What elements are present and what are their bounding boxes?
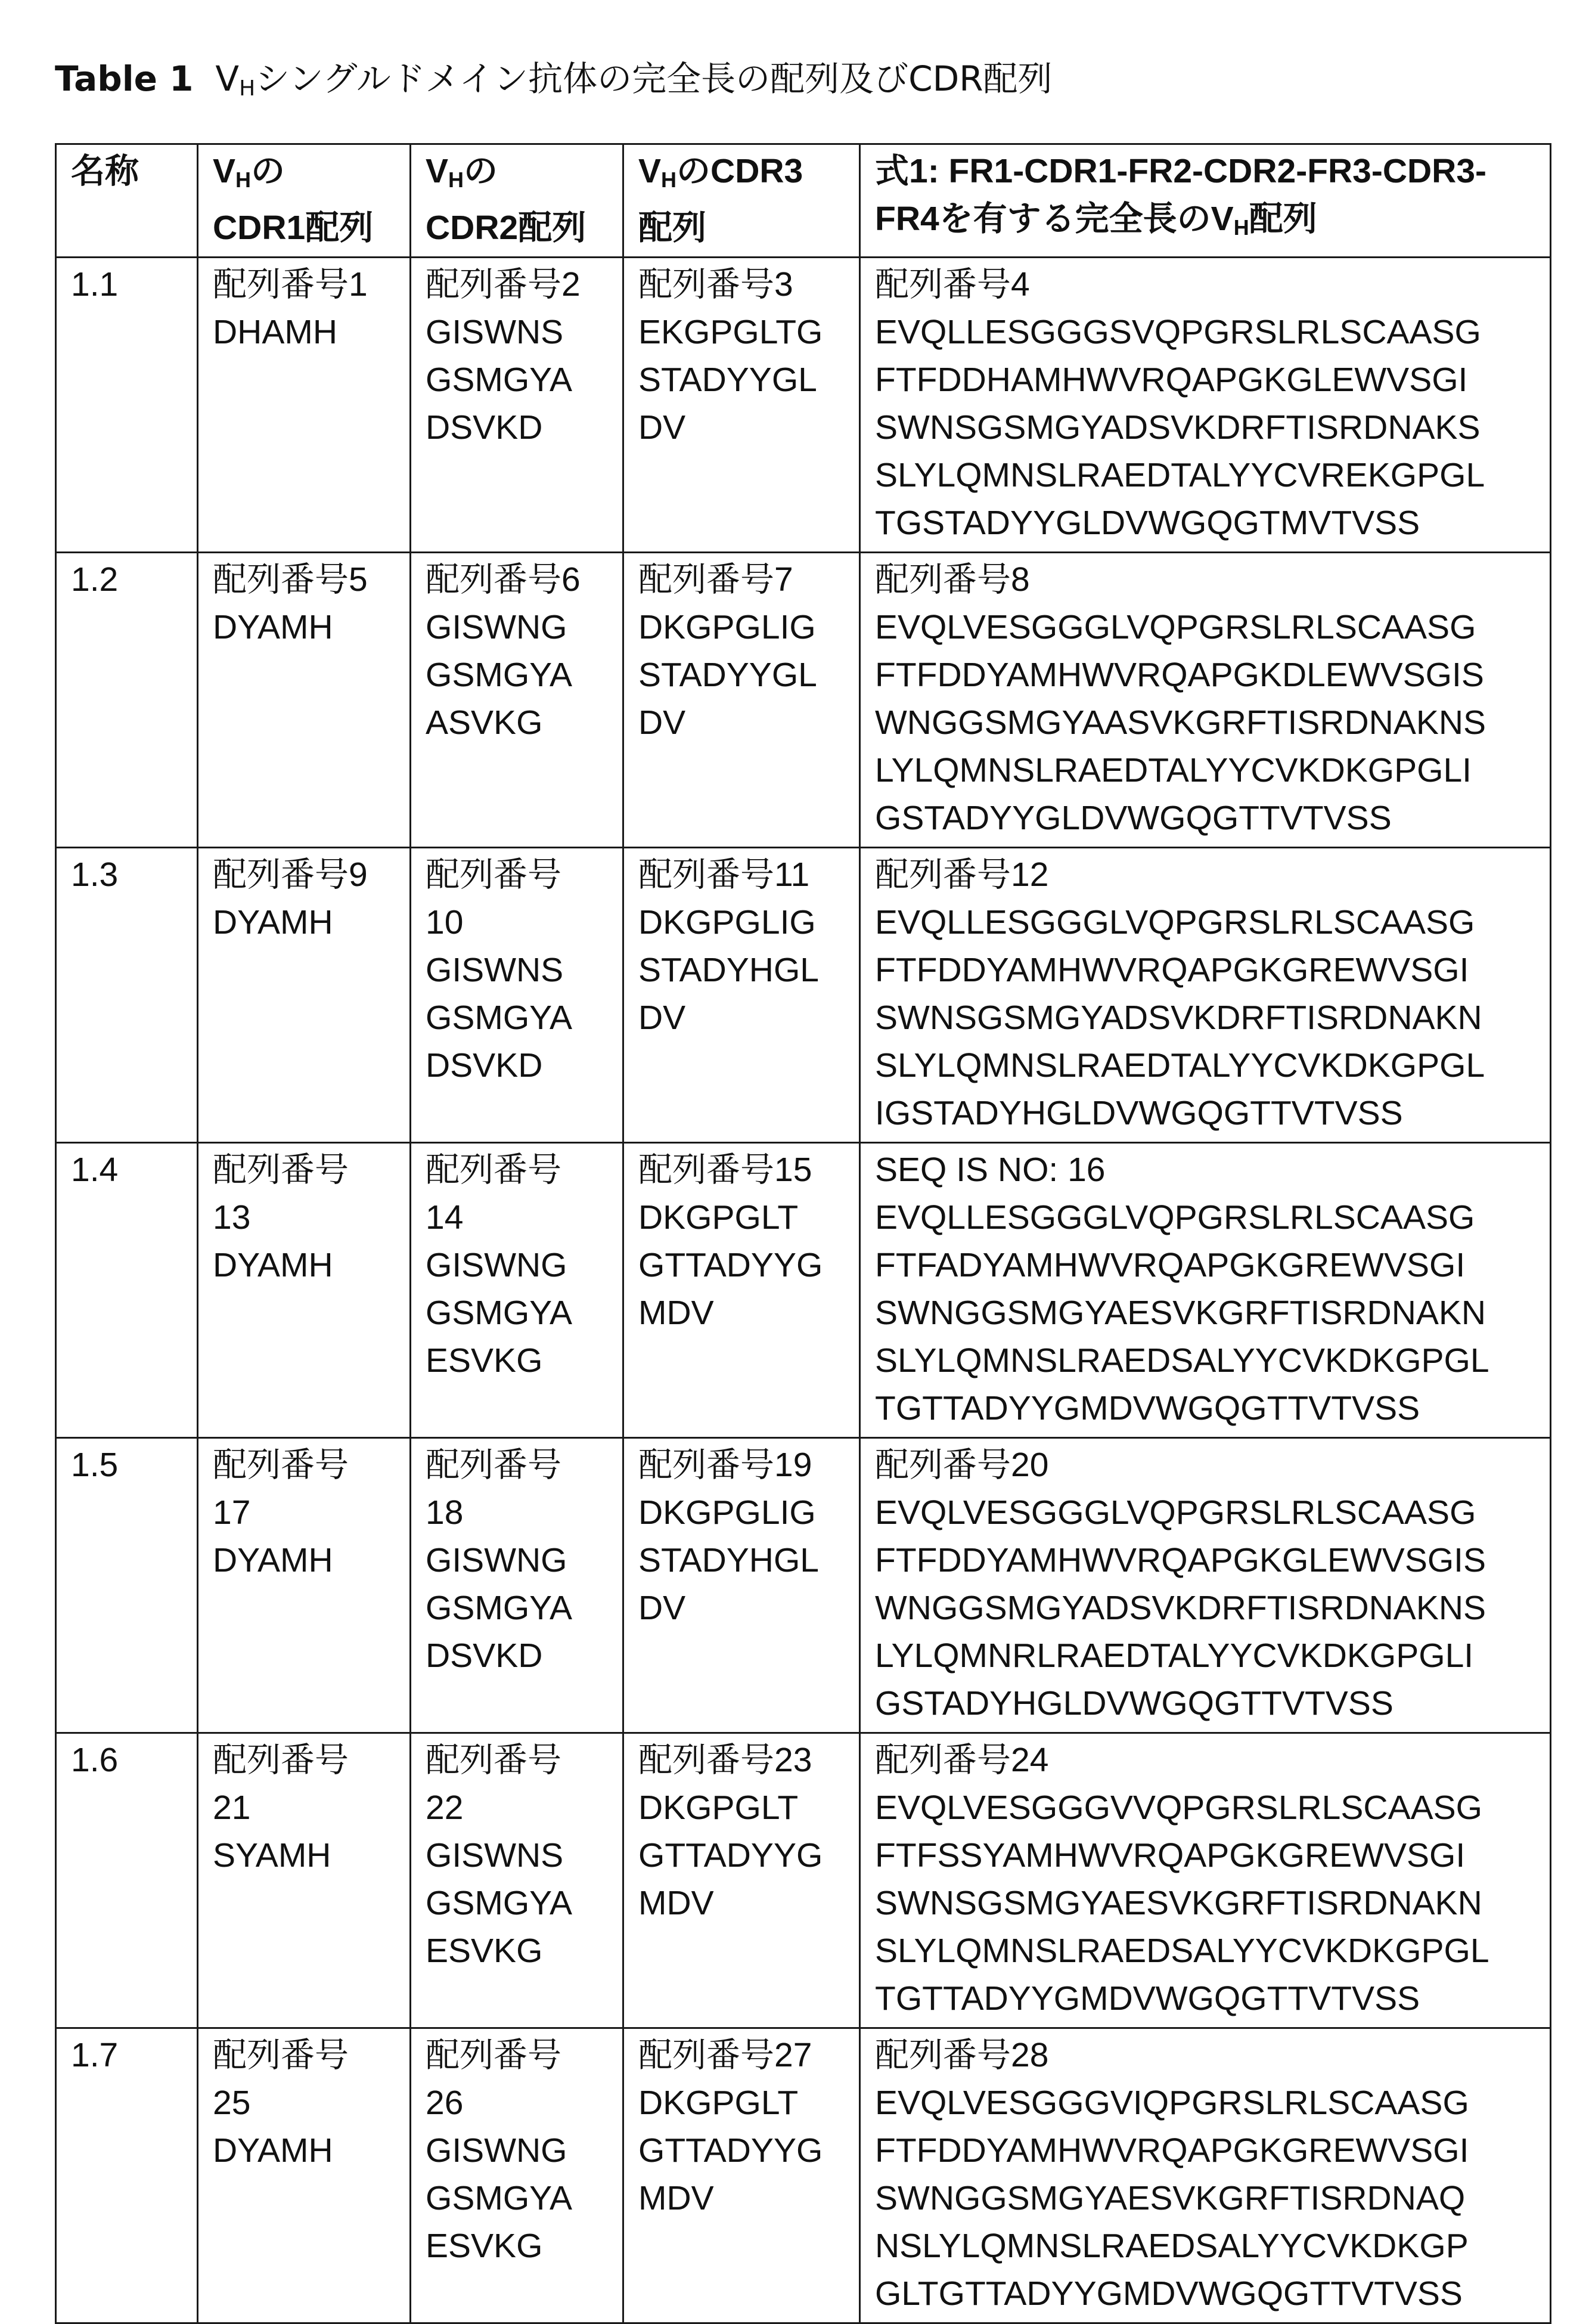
cell-cdr1-line: DYAMH — [213, 1241, 409, 1289]
cell-cdr2 — [411, 1733, 623, 2028]
sequence-table — [55, 143, 1551, 2324]
row-name-text: 1.6 — [71, 1736, 197, 1784]
cell-cdr1 — [198, 848, 411, 1143]
cell-cdr2-line: 22 — [426, 1784, 622, 1832]
table-row — [56, 848, 1551, 1143]
cell-cdr1-line: 配列番号5 — [213, 556, 409, 603]
cell-cdr2-line: 10 — [426, 898, 622, 946]
cell-cdr2-line: DSVKD — [426, 404, 622, 451]
cell-cdr2-line: GSMGYA — [426, 356, 622, 404]
cell-cdr1-line: DYAMH — [213, 603, 409, 651]
cell-cdr1-line: 21 — [213, 1784, 409, 1832]
cell-cdr1-line: 配列番号9 — [213, 851, 409, 898]
cell-cdr3 — [623, 1438, 860, 1733]
cell-name — [56, 848, 198, 1143]
cell-cdr2-line: GSMGYA — [426, 1289, 622, 1337]
cell-name — [56, 1438, 198, 1733]
row-name-text: 1.3 — [71, 851, 197, 898]
header-name: 名称 — [56, 144, 198, 258]
cell-full-sequence-line: SEQ IS NO: 16 — [875, 1146, 1550, 1194]
cell-cdr2 — [411, 1438, 623, 1733]
cell-cdr1 — [198, 1143, 411, 1438]
cell-cdr2-line: GSMGYA — [426, 1584, 622, 1632]
cell-full-sequence-line: FTFDDYAMHWVRQAPGKGLEWVSGIS — [875, 1536, 1550, 1584]
table-label: Table 1 — [55, 58, 194, 99]
cell-full-sequence — [860, 1733, 1551, 2028]
cell-full-sequence-line: 配列番号12 — [875, 851, 1550, 898]
cell-cdr1-line: 配列番号 — [213, 1441, 409, 1489]
cell-cdr3-line: DKGPGLT — [638, 1194, 859, 1241]
cell-cdr1 — [198, 1733, 411, 2028]
cell-cdr3-line: STADYHGL — [638, 946, 859, 994]
cell-cdr3-line: MDV — [638, 1289, 859, 1337]
cell-cdr1-line: DYAMH — [213, 2127, 409, 2174]
cell-cdr2-line: 配列番号 — [426, 1146, 622, 1194]
cell-full-sequence-line: GLTGTTADYYGMDVWGQGTTVTVSS — [875, 2270, 1550, 2317]
cell-full-sequence-line: 配列番号4 — [875, 261, 1550, 308]
cell-cdr1 — [198, 2028, 411, 2323]
cell-full-sequence-line: FTFDDHAMHWVRQAPGKGLEWVSGI — [875, 356, 1550, 404]
cell-cdr3-line: DKGPGLT — [638, 1784, 859, 1832]
cell-cdr3-line: 配列番号3 — [638, 261, 859, 308]
cell-cdr2-line: 配列番号2 — [426, 261, 622, 308]
cell-full-sequence-line: IGSTADYHGLDVWGQGTTVTVSS — [875, 1089, 1550, 1137]
header-cdr1: VHの CDR1配列 — [198, 144, 411, 258]
row-name-text: 1.2 — [71, 556, 197, 603]
cell-cdr1 — [198, 258, 411, 553]
row-name-text: 1.4 — [71, 1146, 197, 1194]
row-name-text: 1.5 — [71, 1441, 197, 1489]
cell-cdr3 — [623, 553, 860, 848]
cell-cdr3-line: STADYHGL — [638, 1536, 859, 1584]
table-row — [56, 1438, 1551, 1733]
cell-cdr3-line: DKGPGLIG — [638, 1489, 859, 1536]
cell-full-sequence-line: EVQLVESGGGLVQPGRSLRLSCAASG — [875, 1489, 1550, 1536]
cell-cdr2 — [411, 258, 623, 553]
cell-cdr3-line: DV — [638, 404, 859, 451]
cell-cdr3-line: DV — [638, 994, 859, 1042]
cell-full-sequence-line: WNGGSMGYADSVKDRFTISRDNAKNS — [875, 1584, 1550, 1632]
cell-cdr2-line: DSVKD — [426, 1632, 622, 1680]
cell-cdr2-line: DSVKD — [426, 1042, 622, 1089]
cell-full-sequence-line: 配列番号20 — [875, 1441, 1550, 1489]
cell-full-sequence-line: EVQLVESGGGLVQPGRSLRLSCAASG — [875, 603, 1550, 651]
cell-full-sequence-line: SLYLQMNSLRAEDSALYYCVKDKGPGL — [875, 1337, 1550, 1384]
cell-full-sequence-line: FTFDDYAMHWVRQAPGKDLEWVSGIS — [875, 651, 1550, 699]
cell-cdr1-line: DYAMH — [213, 1536, 409, 1584]
table-row — [56, 1143, 1551, 1438]
cell-full-sequence-line: TGTTADYYGMDVWGQGTTVTVSS — [875, 1384, 1550, 1432]
cell-full-sequence — [860, 1438, 1551, 1733]
cell-cdr3-line: GTTADYYG — [638, 1241, 859, 1289]
cell-full-sequence-line: LYLQMNSLRAEDTALYYCVKDKGPGLI — [875, 746, 1550, 794]
row-name-text: 1.7 — [71, 2031, 197, 2079]
cell-full-sequence-line: EVQLVESGGGVVQPGRSLRLSCAASG — [875, 1784, 1550, 1832]
cell-cdr2-line: 配列番号 — [426, 851, 622, 898]
cell-cdr2-line: GISWNG — [426, 603, 622, 651]
cell-cdr2-line: 配列番号6 — [426, 556, 622, 603]
cell-full-sequence-line: SLYLQMNSLRAEDTALYYCVREKGPGL — [875, 451, 1550, 499]
cell-cdr2-line: ESVKG — [426, 1927, 622, 1975]
cell-full-sequence — [860, 1143, 1551, 1438]
table-row — [56, 553, 1551, 848]
cell-cdr1-line: 17 — [213, 1489, 409, 1536]
cell-full-sequence-line: SWNSGSMGYADSVKDRFTISRDNAKS — [875, 404, 1550, 451]
cell-cdr2-line: GSMGYA — [426, 651, 622, 699]
cell-cdr2-line: 14 — [426, 1194, 622, 1241]
cell-full-sequence-line: EVQLLESGGGLVQPGRSLRLSCAASG — [875, 1194, 1550, 1241]
cell-cdr3-line: DV — [638, 1584, 859, 1632]
cell-full-sequence — [860, 2028, 1551, 2323]
cell-full-sequence — [860, 848, 1551, 1143]
cell-full-sequence-line: FTFDDYAMHWVRQAPGKGREWVSGI — [875, 2127, 1550, 2174]
cell-cdr3-line: DKGPGLIG — [638, 603, 859, 651]
cell-cdr2-line: GSMGYA — [426, 994, 622, 1042]
cell-cdr3-line: MDV — [638, 2174, 859, 2222]
cell-cdr2 — [411, 848, 623, 1143]
cell-cdr3 — [623, 1143, 860, 1438]
table-row — [56, 1733, 1551, 2028]
table-row — [56, 2028, 1551, 2323]
cell-cdr1-line: 配列番号 — [213, 1146, 409, 1194]
cell-cdr3-line: 配列番号23 — [638, 1736, 859, 1784]
header-row — [56, 144, 1551, 258]
cell-cdr3-line: DKGPGLIG — [638, 898, 859, 946]
header-full-sequence: 式1: FR1-CDR1-FR2-CDR2-FR3-CDR3- FR4を有する完全長のVH配列 — [860, 144, 1551, 258]
cell-cdr3-line: GTTADYYG — [638, 1832, 859, 1879]
cell-full-sequence-line: GSTADYHGLDVWGQGTTVTVSS — [875, 1680, 1550, 1727]
cell-full-sequence-line: SWNGGSMGYAESVKGRFTISRDNAKN — [875, 1289, 1550, 1337]
cell-full-sequence-line: FTFDDYAMHWVRQAPGKGREWVSGI — [875, 946, 1550, 994]
cell-cdr1-line: SYAMH — [213, 1832, 409, 1879]
cell-cdr2-line: 配列番号 — [426, 1736, 622, 1784]
cell-full-sequence-line: SWNSGSMGYADSVKDRFTISRDNAKN — [875, 994, 1550, 1042]
cell-cdr1-line: 25 — [213, 2079, 409, 2127]
cell-full-sequence-line: FTFSSYAMHWVRQAPGKGREWVSGI — [875, 1832, 1550, 1879]
cell-name — [56, 2028, 198, 2323]
header-cdr3: VHのCDR3 配列 — [623, 144, 860, 258]
cell-full-sequence-line: SLYLQMNSLRAEDSALYYCVKDKGPGL — [875, 1927, 1550, 1975]
cell-cdr2-line: 26 — [426, 2079, 622, 2127]
cell-cdr2-line: 18 — [426, 1489, 622, 1536]
cell-cdr2-line: GISWNS — [426, 1832, 622, 1879]
cell-full-sequence-line: SLYLQMNSLRAEDTALYYCVKDKGPGL — [875, 1042, 1550, 1089]
cell-cdr3 — [623, 848, 860, 1143]
cell-name — [56, 1733, 198, 2028]
cell-full-sequence — [860, 258, 1551, 553]
cell-cdr2-line: 配列番号 — [426, 2031, 622, 2079]
cell-full-sequence-line: 配列番号24 — [875, 1736, 1550, 1784]
caption-vh: VH — [215, 58, 255, 99]
cell-cdr1-line: 配列番号 — [213, 2031, 409, 2079]
cell-cdr2 — [411, 553, 623, 848]
cell-full-sequence-line: TGTTADYYGMDVWGQGTTVTVSS — [875, 1975, 1550, 2022]
cell-full-sequence-line: 配列番号8 — [875, 556, 1550, 603]
table-row — [56, 258, 1551, 553]
cell-full-sequence-line: LYLQMNRLRAEDTALYYCVKDKGPGLI — [875, 1632, 1550, 1680]
cell-full-sequence-line: EVQLVESGGGVIQPGRSLRLSCAASG — [875, 2079, 1550, 2127]
cell-cdr1-line: DYAMH — [213, 898, 409, 946]
cell-full-sequence-line: SWNSGSMGYAESVKGRFTISRDNAKN — [875, 1879, 1550, 1927]
cell-cdr3-line: 配列番号15 — [638, 1146, 859, 1194]
table-caption — [55, 55, 1053, 113]
cell-full-sequence-line: FTFADYAMHWVRQAPGKGREWVSGI — [875, 1241, 1550, 1289]
cell-cdr3-line: 配列番号27 — [638, 2031, 859, 2079]
cell-full-sequence-line: WNGGSMGYAASVKGRFTISRDNAKNS — [875, 699, 1550, 746]
cell-cdr2-line: 配列番号 — [426, 1441, 622, 1489]
cell-cdr3 — [623, 1733, 860, 2028]
cell-cdr3 — [623, 2028, 860, 2323]
header-cdr2: VHの CDR2配列 — [411, 144, 623, 258]
cell-cdr3-line: DKGPGLT — [638, 2079, 859, 2127]
cell-cdr2-line: GISWNG — [426, 2127, 622, 2174]
cell-name — [56, 258, 198, 553]
cell-full-sequence-line: TGSTADYYGLDVWGQGTMVTVSS — [875, 499, 1550, 547]
cell-cdr2-line: GISWNG — [426, 1536, 622, 1584]
cell-cdr3-line: 配列番号19 — [638, 1441, 859, 1489]
cell-cdr3-line: DV — [638, 699, 859, 746]
cell-full-sequence-line: EVQLLESGGGSVQPGRSLRLSCAASG — [875, 308, 1550, 356]
cell-cdr3-line: STADYYGL — [638, 356, 859, 404]
cell-cdr2-line: ESVKG — [426, 2222, 622, 2270]
cell-cdr2-line: ESVKG — [426, 1337, 622, 1384]
row-name-text: 1.1 — [71, 261, 197, 308]
cell-full-sequence-line: GSTADYYGLDVWGQGTTVTVSS — [875, 794, 1550, 842]
cell-cdr1-line: 13 — [213, 1194, 409, 1241]
cell-cdr1-line: 配列番号1 — [213, 261, 409, 308]
cell-cdr2-line: GSMGYA — [426, 2174, 622, 2222]
cell-cdr3-line: MDV — [638, 1879, 859, 1927]
cell-full-sequence-line: SWNGGSMGYAESVKGRFTISRDNAQ — [875, 2174, 1550, 2222]
cell-cdr2-line: GISWNS — [426, 308, 622, 356]
cell-cdr3-line: GTTADYYG — [638, 2127, 859, 2174]
cell-full-sequence-line: 配列番号28 — [875, 2031, 1550, 2079]
caption-text: シングルドメイン抗体の完全長の配列及びCDR配列 — [255, 58, 1052, 99]
cell-cdr2-line: GSMGYA — [426, 1879, 622, 1927]
cell-cdr2-line: ASVKG — [426, 699, 622, 746]
cell-cdr3-line: EKGPGLTG — [638, 308, 859, 356]
cell-cdr2-line: GISWNG — [426, 1241, 622, 1289]
cell-cdr1 — [198, 1438, 411, 1733]
cell-full-sequence-line: EVQLLESGGGLVQPGRSLRLSCAASG — [875, 898, 1550, 946]
cell-cdr3-line: STADYYGL — [638, 651, 859, 699]
cell-name — [56, 1143, 198, 1438]
cell-cdr1-line: 配列番号 — [213, 1736, 409, 1784]
cell-cdr1 — [198, 553, 411, 848]
cell-cdr1-line: DHAMH — [213, 308, 409, 356]
cell-cdr3 — [623, 258, 860, 553]
cell-cdr3-line: 配列番号7 — [638, 556, 859, 603]
cell-cdr2 — [411, 1143, 623, 1438]
cell-cdr2-line: GISWNS — [426, 946, 622, 994]
cell-full-sequence-line: NSLYLQMNSLRAEDSALYYCVKDKGP — [875, 2222, 1550, 2270]
cell-full-sequence — [860, 553, 1551, 848]
cell-name — [56, 553, 198, 848]
cell-cdr3-line: 配列番号11 — [638, 851, 859, 898]
cell-cdr2 — [411, 2028, 623, 2323]
